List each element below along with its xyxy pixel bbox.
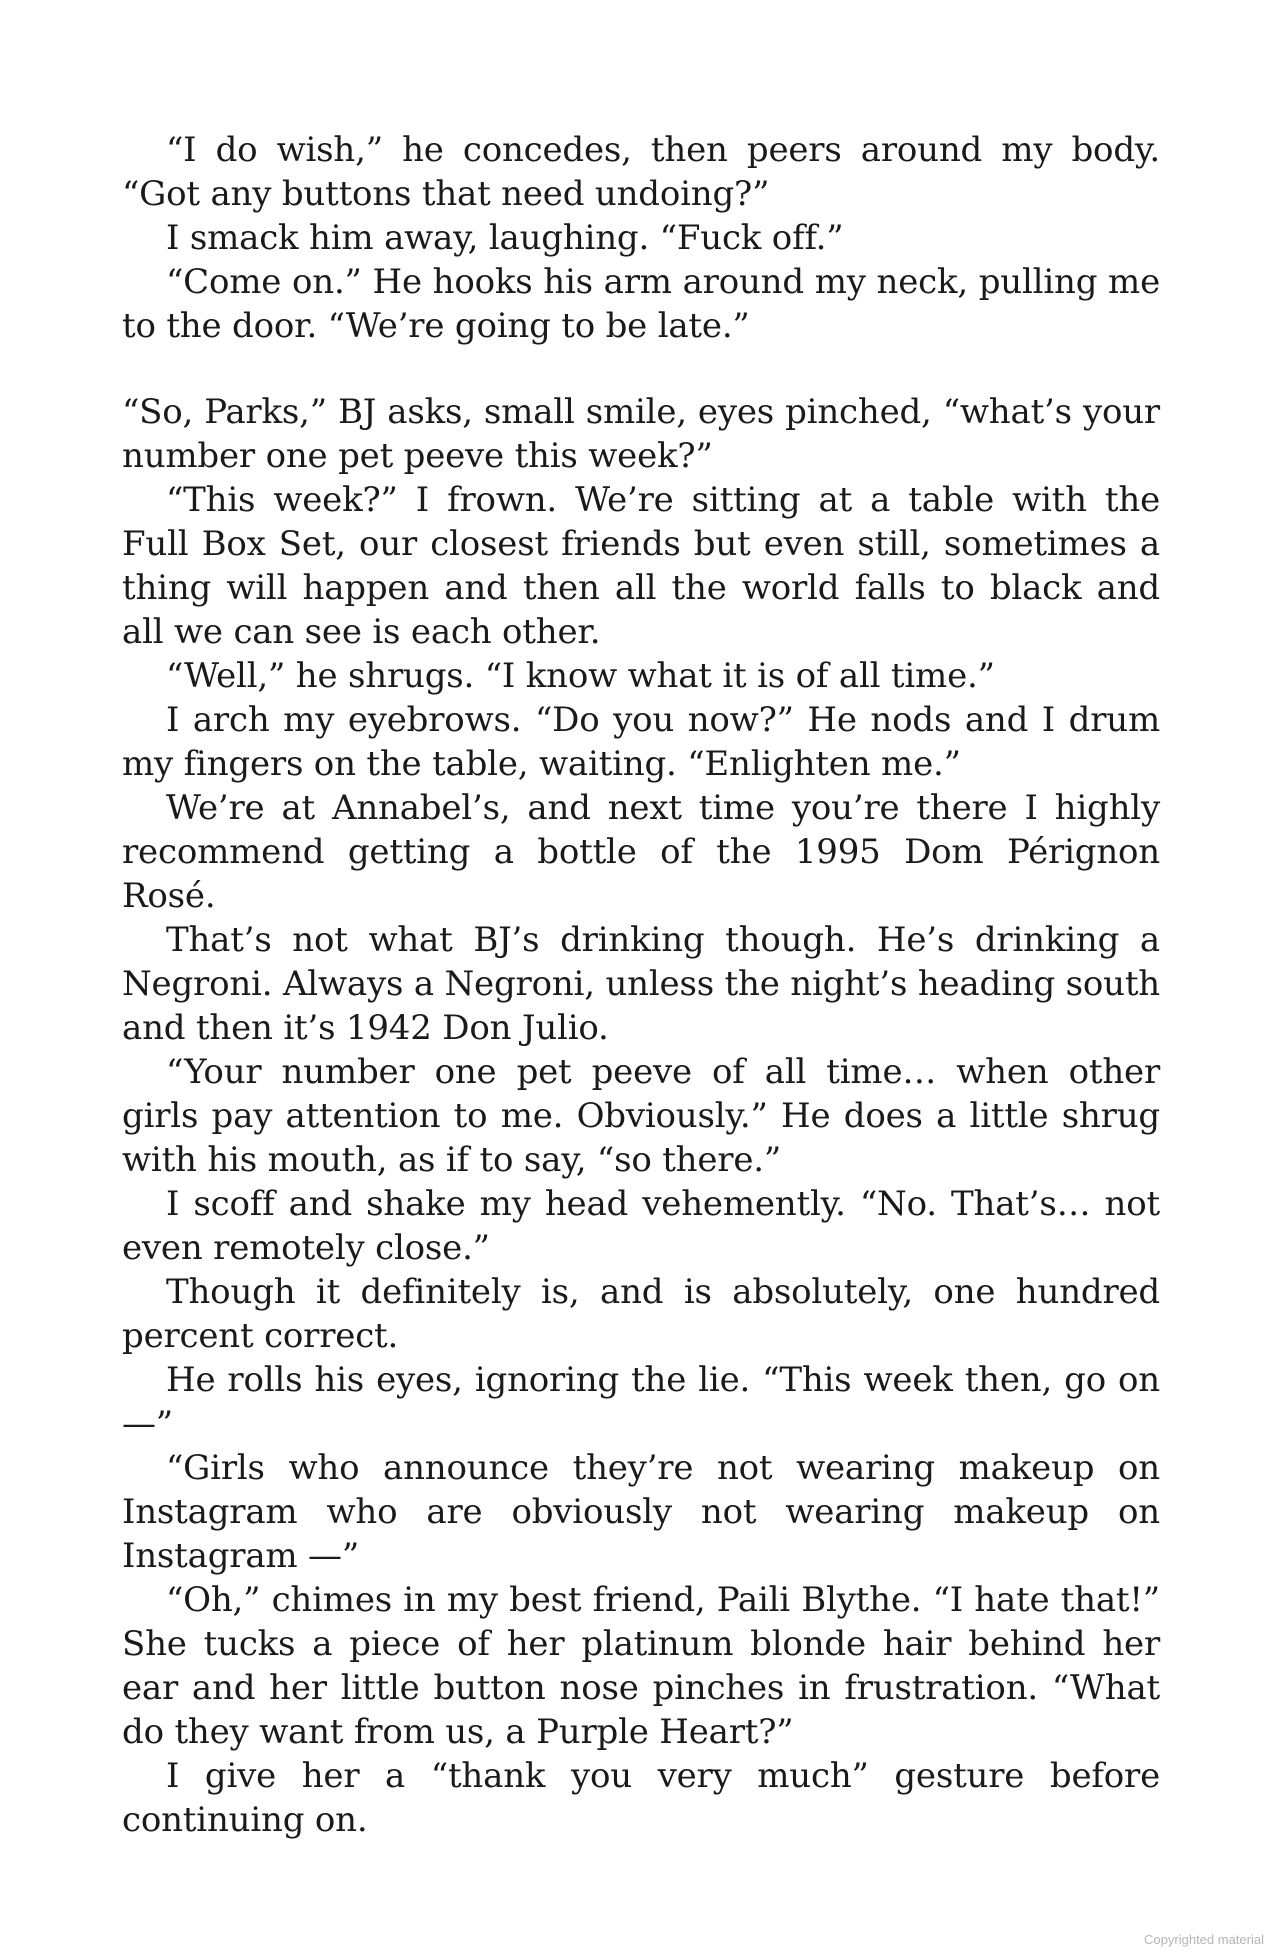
scene-break: [122, 348, 1160, 390]
paragraph-7: I arch my eyebrows. “Do you now?” He nods and I drum my fingers on the table, waiting. “Enlighten me.”: [122, 700, 1160, 784]
page-text: [122, 128, 1160, 1842]
paragraph-15: “Oh,” chimes in my best friend, Paili Blythe. “I hate that!” She tucks a piece of her platinum blonde hair behind her ear and her little button nose pinches in frustration. “What do they want from us, a Purple Heart?”: [122, 1580, 1160, 1752]
paragraph-8: We’re at Annabel’s, and next time you’re there I highly recommend getting a bottle of the 1995 Dom Pérignon Rosé.: [122, 788, 1160, 916]
paragraph-1: “I do wish,” he concedes, then peers around my body. “Got any buttons that need undoing?”: [122, 130, 1160, 214]
paragraph-12: Though it definitely is, and is absolutely, one hundred percent correct.: [122, 1272, 1160, 1356]
paragraph-4: “So, Parks,” BJ asks, small smile, eyes pinched, “what’s your number one pet peeve this week?”: [122, 392, 1160, 476]
paragraph-11: I scoff and shake my head vehemently. “No. That’s… not even remotely close.”: [122, 1184, 1160, 1268]
paragraph-10: “Your number one pet peeve of all time… when other girls pay attention to me. Obviously.” He does a little shrug with his mouth, as if to say, “so there.”: [122, 1052, 1160, 1180]
copyright-watermark: Copyrighted material: [1144, 1932, 1264, 1947]
paragraph-5: “This week?” I frown. We’re sitting at a table with the Full Box Set, our closest friends but even still, sometimes a thing will happen and then all the world falls to black and all we can see is each other.: [122, 480, 1160, 652]
paragraph-2: I smack him away, laughing. “Fuck off.”: [166, 218, 844, 258]
paragraph-13: He rolls his eyes, ignoring the lie. “This week then, go on—”: [122, 1360, 1160, 1444]
paragraph-14: “Girls who announce they’re not wearing makeup on Instagram who are obviously not wearing makeup on Instagram —”: [122, 1448, 1160, 1576]
paragraph-9: That’s not what BJ’s drinking though. He’s drinking a Negroni. Always a Negroni, unless the night’s heading south and then it’s 1942 Don Julio.: [122, 920, 1160, 1048]
paragraph-16: I give her a “thank you very much” gesture before continuing on.: [122, 1756, 1160, 1840]
paragraph-3: “Come on.” He hooks his arm around my neck, pulling me to the door. “We’re going to be late.”: [122, 262, 1160, 346]
paragraph-6: “Well,” he shrugs. “I know what it is of all time.”: [166, 656, 995, 696]
